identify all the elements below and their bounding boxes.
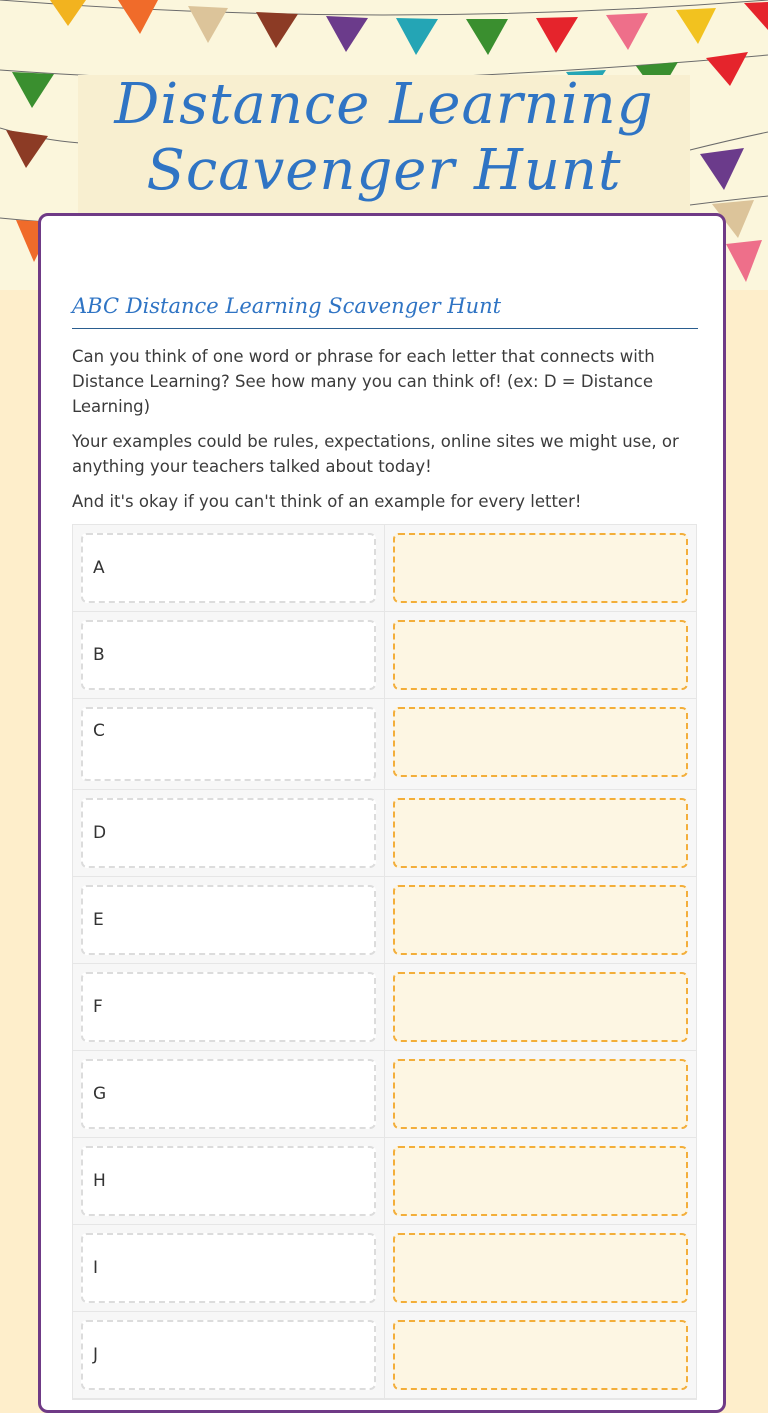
letter-box xyxy=(81,620,376,690)
letter-box xyxy=(81,1059,376,1129)
table-row xyxy=(73,525,696,612)
answer-input[interactable] xyxy=(393,885,689,955)
table-row xyxy=(73,1051,696,1138)
answer-input[interactable] xyxy=(393,798,689,868)
table-row xyxy=(73,699,696,790)
letter-label: B xyxy=(93,645,105,665)
section-heading: ABC Distance Learning Scavenger Hunt xyxy=(72,294,698,329)
answer-input[interactable] xyxy=(393,620,689,690)
table-row xyxy=(73,877,696,964)
letter-label: A xyxy=(93,558,105,578)
table-row xyxy=(73,790,696,877)
letter-box xyxy=(81,798,376,868)
page-title xyxy=(78,72,690,204)
letter-label: H xyxy=(93,1171,106,1191)
answer-input[interactable] xyxy=(393,1146,689,1216)
letter-box xyxy=(81,533,376,603)
table-row xyxy=(73,1225,696,1312)
answer-input[interactable] xyxy=(393,533,689,603)
title-line-2: Scavenger Hunt xyxy=(146,138,622,203)
letter-label: D xyxy=(93,823,107,843)
letter-box xyxy=(81,972,376,1042)
answer-input[interactable] xyxy=(393,972,689,1042)
answer-input[interactable] xyxy=(393,1233,689,1303)
table-row xyxy=(73,1312,696,1399)
instruction-paragraph-2: Your examples could be rules, expectations, online sites we might use, or anything your teachers talked about today! xyxy=(72,432,679,476)
letter-label: G xyxy=(93,1084,107,1104)
answer-table xyxy=(72,524,697,1400)
letter-box xyxy=(81,885,376,955)
letter-label: E xyxy=(93,910,104,930)
letter-box xyxy=(81,1233,376,1303)
table-row xyxy=(73,612,696,699)
title-line-1: Distance Learning xyxy=(114,72,654,137)
table-row xyxy=(73,964,696,1051)
worksheet-card xyxy=(38,213,726,1413)
instruction-paragraph-3: And it's okay if you can't think of an example for every letter! xyxy=(72,492,582,511)
letter-box xyxy=(81,1146,376,1216)
table-row xyxy=(73,1138,696,1225)
instruction-paragraph-1: Can you think of one word or phrase for each letter that connects with Distance Learning? See how many you can think of! (ex: D = Distance Learning) xyxy=(72,347,655,416)
letter-label: I xyxy=(93,1258,99,1278)
answer-input[interactable] xyxy=(393,707,689,777)
answer-input[interactable] xyxy=(393,1059,689,1129)
letter-label: C xyxy=(93,721,105,741)
letter-label: J xyxy=(93,1345,99,1365)
letter-box xyxy=(81,707,376,781)
letter-label: F xyxy=(93,997,103,1017)
